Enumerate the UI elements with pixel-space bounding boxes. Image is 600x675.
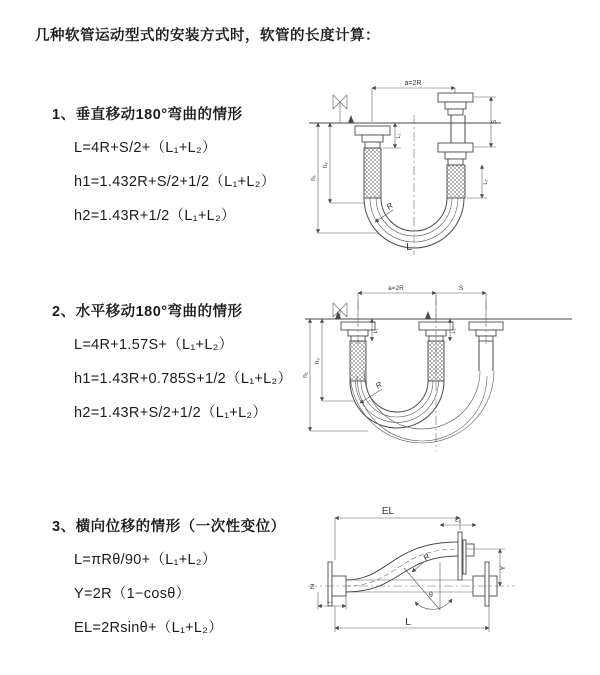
section-1: [52, 103, 276, 238]
dim-label-shift: S: [458, 285, 464, 292]
dimension-radius: [412, 552, 432, 572]
dim-label-h2: h₂: [314, 357, 321, 365]
flange-right: [438, 93, 473, 198]
braided-hose-left: [350, 341, 366, 381]
braided-hose-right: [447, 165, 465, 198]
section-2-heading: 2、水平移动180°弯曲的情形: [52, 304, 243, 320]
formula-line: L=πRθ/90+（L₁+L₂）: [74, 552, 217, 568]
diagram-1-vertical-bend-figure: [305, 70, 600, 270]
formula-line: EL=2Rsinθ+（L₁+L₂）: [74, 620, 224, 636]
hose-s-curve: [346, 542, 458, 592]
dim-label-l1: L₁: [396, 133, 402, 139]
dim-label-radius: R: [384, 200, 395, 212]
section-3: [52, 515, 286, 650]
dim-label-radius: R: [373, 379, 384, 391]
dim-label-l2: L₂: [483, 179, 489, 185]
dimension-span: [358, 285, 486, 318]
dim-label-h1: h₁: [310, 175, 317, 181]
dim-label-h1: h₁: [302, 372, 309, 378]
dim-label-s: S: [491, 119, 498, 125]
braided-hose-left: [364, 148, 381, 198]
formula-line: h1=1.432R+S/2+1/2（L₁+L₂）: [74, 174, 276, 190]
dim-label-l2: L₂: [451, 328, 457, 334]
dim-label-l1: L₁: [327, 599, 333, 605]
dimension-s: [474, 97, 498, 147]
flange-top-right: [458, 532, 474, 580]
section-1-heading: 1、垂直移动180°弯曲的情形: [52, 107, 243, 123]
dim-label-length: L: [405, 617, 411, 628]
dim-label-h2: h₂: [322, 161, 329, 169]
dim-label-theta: θ: [429, 592, 433, 599]
page-title: 几种软管运动型式的安装方式时，软管的长度计算：: [35, 28, 380, 44]
formula-line: L=4R+1.57S+（L₁+L₂）: [74, 337, 234, 353]
diagram-2-horizontal-bend-figure: [300, 283, 600, 458]
diagram-3-lateral-displacement-figure: [300, 498, 600, 648]
position-arrow: [348, 115, 354, 123]
position-arrow: [425, 311, 431, 319]
dim-label-span: a=2R: [404, 80, 422, 87]
dim-label-span: a=2R: [388, 285, 404, 292]
dim-label-el: EL: [381, 506, 395, 517]
flange-left: [355, 126, 390, 198]
dimension-el: [335, 506, 460, 560]
dim-label-length: L: [406, 242, 412, 253]
flange-right: [469, 322, 503, 371]
section-3-heading: 3、横向位移的情形（一次性变位）: [52, 519, 286, 535]
dimension-length: [335, 606, 489, 632]
formula-line: L=4R+S/2+（L₁+L₂）: [74, 140, 217, 156]
hose-u-bend-original: [350, 381, 444, 428]
pipe-original-position: [346, 562, 497, 606]
formula-line: h1=1.43R+0.785S+1/2（L₁+L₂）: [74, 371, 293, 387]
dim-label-l1: L₁: [373, 328, 379, 334]
dim-label-y: Y: [500, 565, 507, 571]
valve-icon: [333, 95, 347, 123]
formula-line: h2=1.43R+1/2（L₁+L₂）: [74, 208, 236, 224]
break-mark: Z: [310, 584, 315, 591]
dim-label-radius: R: [421, 551, 432, 563]
dimension-l2: [440, 518, 476, 525]
dimension-l2: [467, 165, 489, 198]
formula-line: Y=2R（1−cosθ）: [74, 586, 191, 602]
dim-label-l2: L₂: [455, 518, 461, 524]
section-2: [52, 300, 292, 435]
formula-line: h2=1.43R+S/2+1/2（L₁+L₂）: [74, 405, 268, 421]
